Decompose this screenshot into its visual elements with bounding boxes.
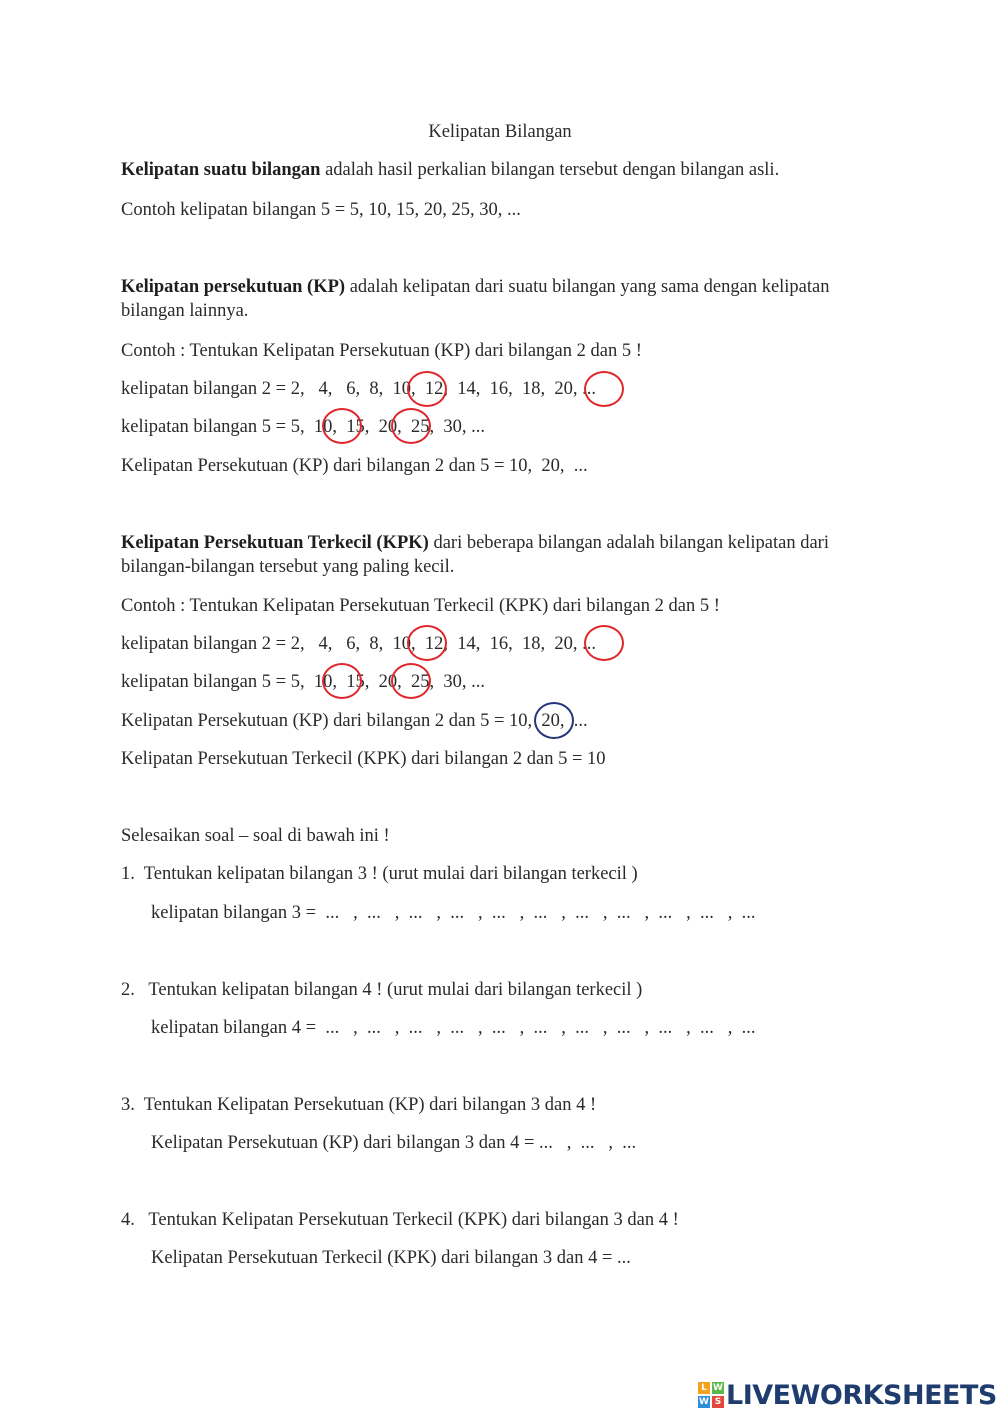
definition-kelipatan (121, 158, 871, 182)
definition-text: dari beberapa bilangan adalah bilangan kelipatan dari bilangan-bilangan tersebut yang paling kecil. (121, 533, 829, 577)
highlight-circle-kpk-answer (534, 702, 574, 739)
definition-kpk (121, 531, 871, 579)
highlight-circle-kpk-10b (322, 663, 362, 699)
page-title: Kelipatan Bilangan (428, 122, 572, 142)
definition-kp (121, 275, 871, 323)
question-4: 4. Tentukan Kelipatan Persekutuan Terkecil (KPK) dari bilangan 3 dan 4 ! (121, 1210, 679, 1230)
kpk-result: Kelipatan Persekutuan Terkecil (KPK) dari bilangan 2 dan 5 = 10 (121, 749, 606, 769)
definition-text: adalah hasil perkalian bilangan tersebut dengan bilangan asli. (320, 160, 780, 180)
question-1: 1. Tentukan kelipatan bilangan 3 ! (urut mulai dari bilangan terkecil ) (121, 864, 638, 884)
question-2: 2. Tentukan kelipatan bilangan 4 ! (urut mulai dari bilangan terkecil ) (121, 980, 643, 1000)
kpk-multiples-of-2: kelipatan bilangan 2 = 2, 4, 6, 8, 10, 12, 14, 16, 18, 20, ... (121, 634, 596, 654)
liveworksheets-logo[interactable] (698, 1378, 997, 1412)
term-kelipatan: Kelipatan suatu bilangan (121, 160, 321, 180)
highlight-circle-kpk-10 (407, 625, 447, 661)
answer-line-1[interactable]: kelipatan bilangan 3 = ... , ... , ... , ... , ... , ... , ... , ... , ... , ... , ... (151, 903, 756, 923)
answer-line-4[interactable]: Kelipatan Persekutuan Terkecil (KPK) dari bilangan 3 dan 4 = ... (151, 1248, 631, 1268)
highlight-circle-kpk-20b (391, 663, 431, 699)
question-3: 3. Tentukan Kelipatan Persekutuan (KP) dari bilangan 3 dan 4 ! (121, 1095, 597, 1115)
highlight-circle-kp-20 (584, 371, 624, 407)
example-kelipatan-5: Contoh kelipatan bilangan 5 = 5, 10, 15, 20, 25, 30, ... (121, 200, 521, 220)
kp-multiples-of-5: kelipatan bilangan 5 = 5, 10, 15, 20, 25, 30, ... (121, 417, 485, 437)
term-kpk: Kelipatan Persekutuan Terkecil (KPK) (121, 533, 429, 553)
highlight-circle-kp-20b (391, 408, 431, 444)
highlight-circle-kp-10b (322, 408, 362, 444)
answer-line-3[interactable]: Kelipatan Persekutuan (KP) dari bilangan 3 dan 4 = ... , ... , ... (151, 1133, 637, 1153)
example-kp-question: Contoh : Tentukan Kelipatan Persekutuan (KP) dari bilangan 2 dan 5 ! (121, 341, 642, 361)
liveworksheets-icon: L W W S (699, 1383, 723, 1407)
term-kp: Kelipatan persekutuan (KP) (121, 277, 346, 297)
brand-name: LIVEWORKSHEETS (726, 1379, 997, 1411)
kp-multiples-of-2: kelipatan bilangan 2 = 2, 4, 6, 8, 10, 12, 14, 16, 18, 20, ... (121, 379, 596, 399)
example-kpk-question: Contoh : Tentukan Kelipatan Persekutuan Terkecil (KPK) dari bilangan 2 dan 5 ! (121, 596, 720, 616)
answer-line-2[interactable]: kelipatan bilangan 4 = ... , ... , ... , ... , ... , ... , ... , ... , ... , ... , ... (151, 1018, 756, 1038)
exercise-intro: Selesaikan soal – soal di bawah ini ! (121, 826, 390, 846)
kp-result: Kelipatan Persekutuan (KP) dari bilangan 2 dan 5 = 10, 20, ... (121, 456, 588, 476)
highlight-circle-kp-10 (407, 371, 447, 407)
kpk-kp-result: Kelipatan Persekutuan (KP) dari bilangan 2 dan 5 = 10, 20, ... (121, 711, 588, 731)
highlight-circle-kpk-20 (584, 625, 624, 661)
definition-text: adalah kelipatan dari suatu bilangan yang sama dengan kelipatan bilangan lainnya. (121, 277, 830, 321)
kpk-multiples-of-5: kelipatan bilangan 5 = 5, 10, 15, 20, 25, 30, ... (121, 672, 485, 692)
